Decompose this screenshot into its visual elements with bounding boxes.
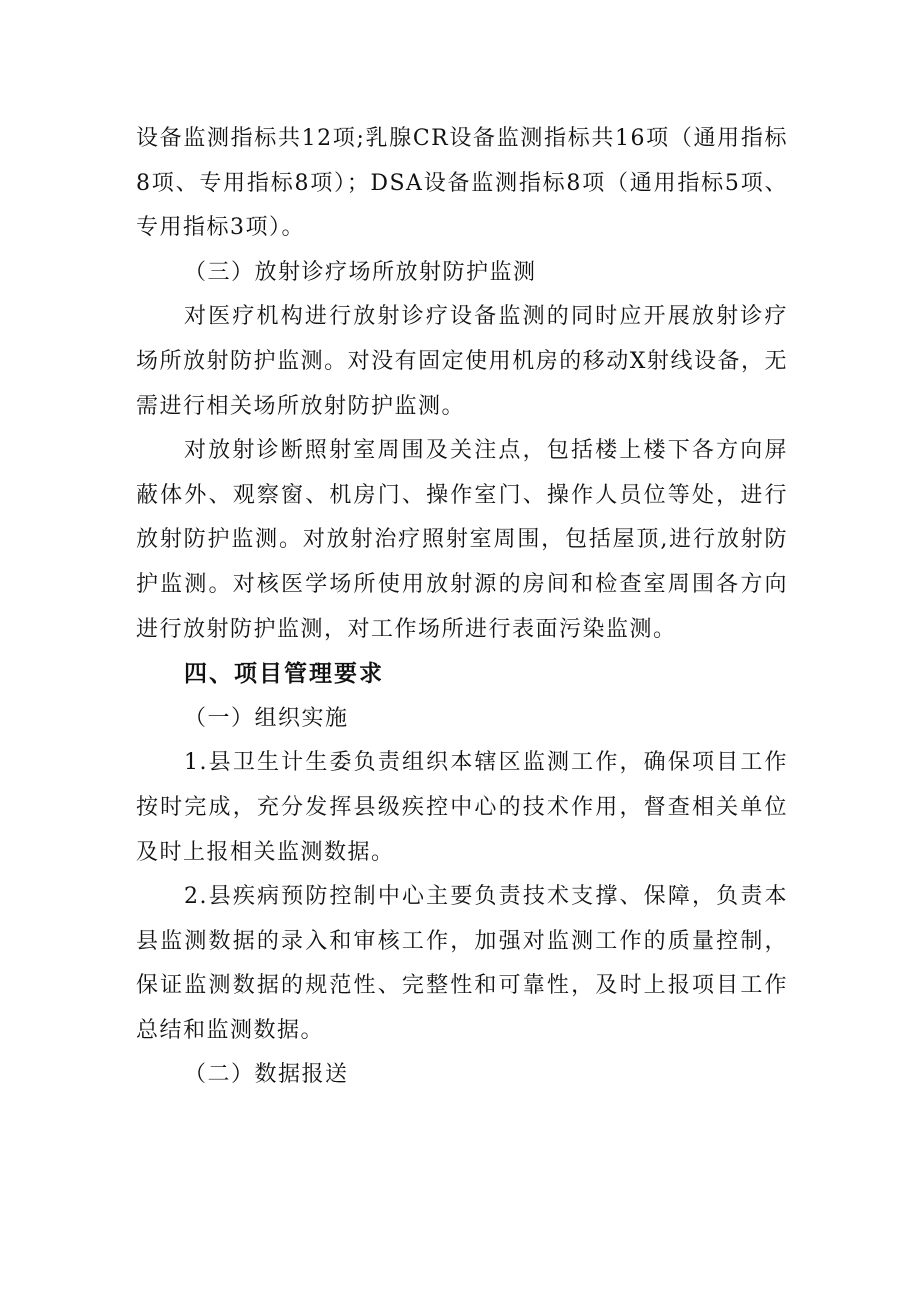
subheading-data-reporting: （二）数据报送	[184, 1062, 349, 1088]
section-heading-management: 四、项目管理要求	[184, 661, 384, 688]
paragraph-site-monitoring: 对医疗机构进行放射诊疗设备监测的同时应开展放射诊疗场所放射防护监测。对没有固定使用机房的移动X射线设备，无需进行相关场所放射防护监测。	[136, 304, 788, 419]
subheading-site-protection: （三）放射诊疗场所放射防护监测	[184, 259, 537, 285]
subheading-organization: （一）组织实施	[184, 705, 349, 731]
document-body	[136, 117, 788, 1098]
paragraph-health-commission: 1.县卫生计生委负责组织本辖区监测工作，确保项目工作按时完成，充分发挥县级疾控中心的技术作用，督查相关单位及时上报相关监测数据。	[136, 750, 788, 865]
paragraph-equipment-indicators: 设备监测指标共12项;乳腺CR设备监测指标共16项（通用指标8项、专用指标8项）；DSA设备监测指标8项（通用指标5项、专用指标3项）。	[136, 126, 788, 241]
paragraph-cdc-duties: 2.县疾病预防控制中心主要负责技术支撑、保障，负责本县监测数据的录入和审核工作，加强对监测工作的质量控制，保证监测数据的规范性、完整性和可靠性，及时上报项目工作总结和监测数据。	[136, 884, 788, 1043]
paragraph-monitoring-points: 对放射诊断照射室周围及关注点，包括楼上楼下各方向屏蔽体外、观察窗、机房门、操作室门、操作人员位等处，进行放射防护监测。对放射治疗照射室周围，包括屋顶,进行放射防护监测。对核医学场所使用放射源的房间和检查室周围各方向进行放射防护监测，对工作场所进行表面污染监测。	[136, 438, 788, 642]
